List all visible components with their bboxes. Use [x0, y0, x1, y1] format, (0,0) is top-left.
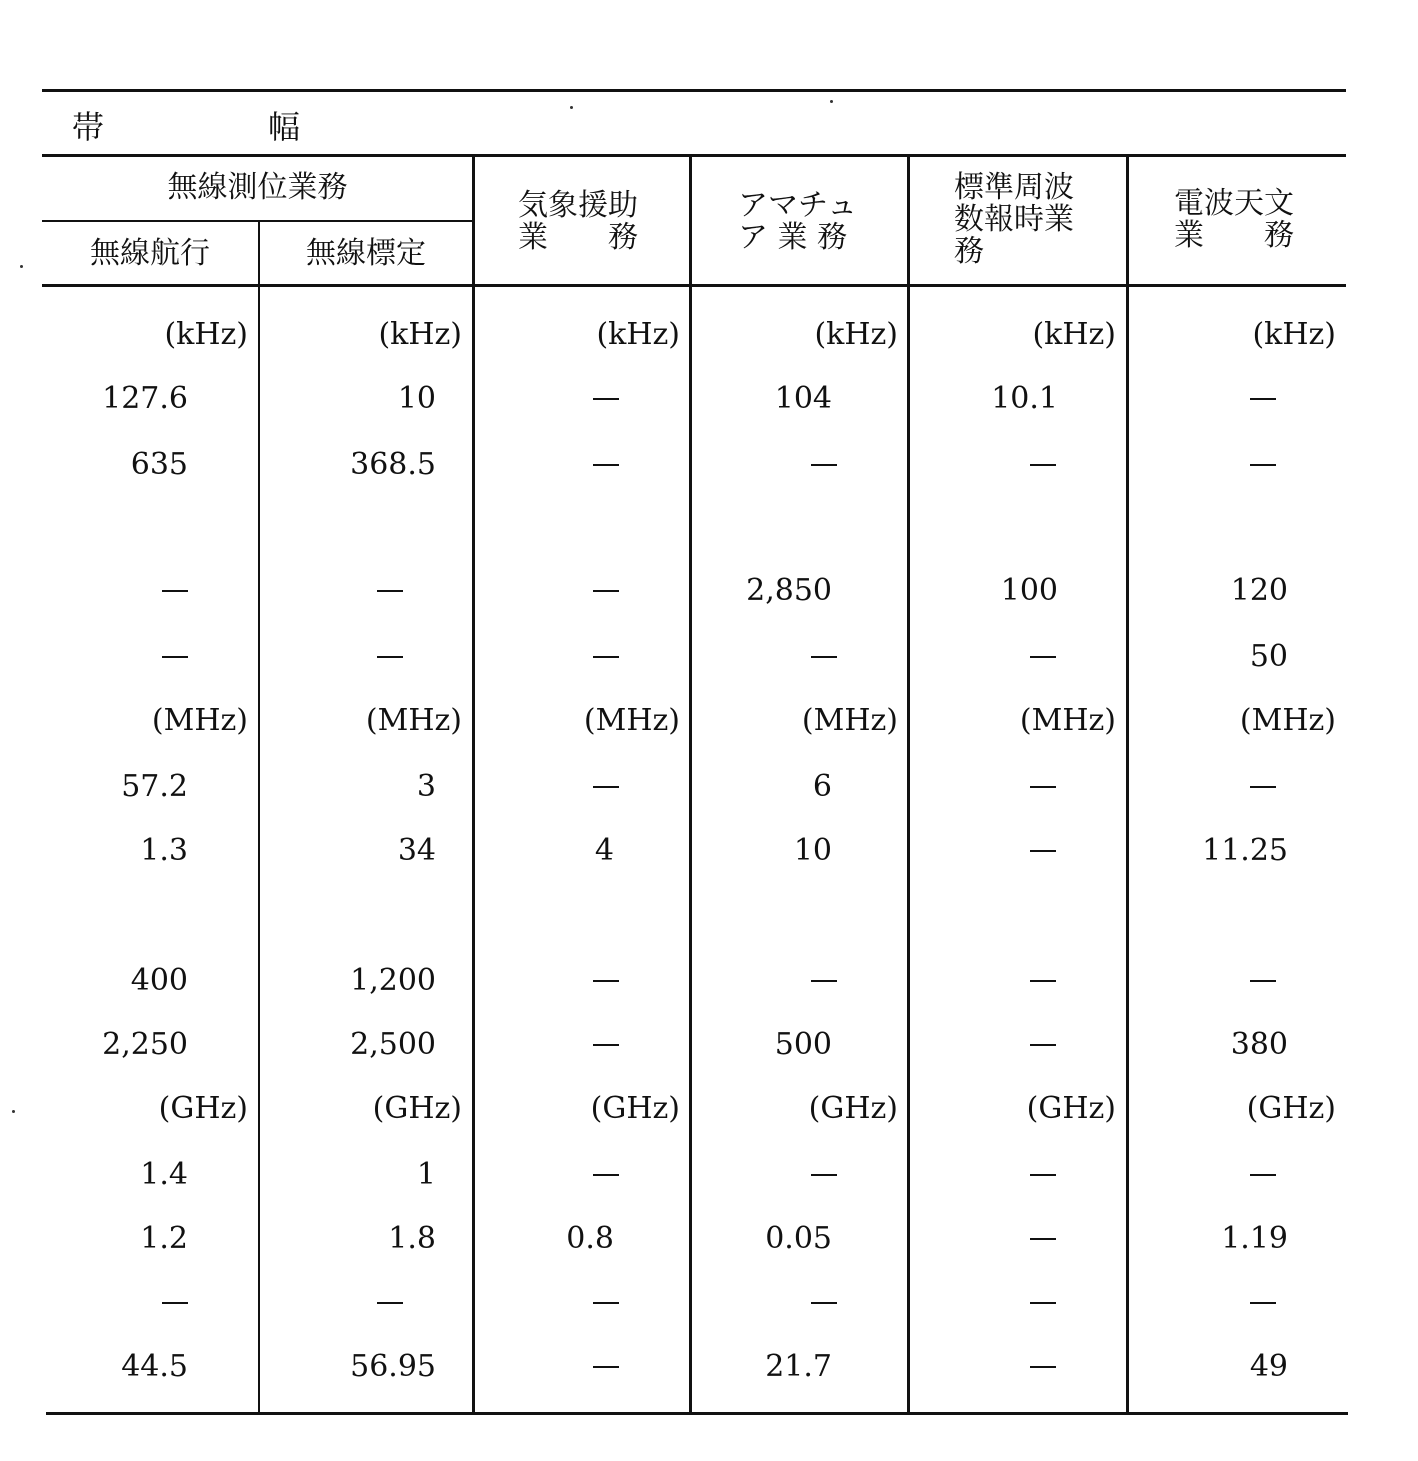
table-cell-dash [593, 980, 619, 982]
table-unit-label: (MHz) [1019, 703, 1116, 738]
table-cell-dash [1030, 1302, 1056, 1304]
table-cell-dash [162, 656, 188, 658]
table-cell-dash [1030, 786, 1056, 788]
table-cell: 4 [594, 833, 614, 868]
table-unit-label: (GHz) [808, 1091, 898, 1126]
top-rule [42, 89, 1346, 92]
table-cell: 0.8 [566, 1221, 614, 1256]
table-cell-dash [1030, 1174, 1056, 1176]
table-cell: 50 [1249, 639, 1288, 674]
table-cell-dash [811, 464, 837, 466]
table-cell: 1,200 [350, 963, 436, 998]
scan-speck [830, 100, 833, 103]
header-col-2: 無線標定 [306, 236, 426, 271]
header-col-3: 気象援助 業 務 [518, 188, 638, 255]
table-cell-dash [593, 656, 619, 658]
table-cell-dash [593, 1174, 619, 1176]
table-cell-dash [162, 590, 188, 592]
table-cell-dash [1250, 1174, 1276, 1176]
bottom-rule [46, 1412, 1348, 1415]
table-cell-dash [162, 1302, 188, 1304]
table-cell: 635 [130, 447, 188, 482]
table-cell: 34 [397, 833, 436, 868]
table-cell-dash [1030, 464, 1056, 466]
table-cell: 380 [1230, 1027, 1288, 1062]
table-cell-dash [593, 1366, 619, 1368]
header-bottom-rule [42, 284, 1346, 287]
header-col-4: アマチュ ア 業 務 [738, 188, 858, 255]
table-unit-label: (MHz) [365, 703, 462, 738]
table-cell-dash [377, 656, 403, 658]
table-cell: 500 [774, 1027, 832, 1062]
table-cell: 120 [1230, 573, 1288, 608]
table-unit-label: (kHz) [814, 317, 898, 352]
table-cell-dash [1250, 464, 1276, 466]
table-unit-label: (kHz) [164, 317, 248, 352]
table-unit-label: (GHz) [158, 1091, 248, 1126]
title-char-1: 帯 [72, 108, 105, 146]
table-cell: 100 [1000, 573, 1058, 608]
table-unit-label: (GHz) [1026, 1091, 1116, 1126]
table-cell: 6 [812, 769, 832, 804]
table-cell-dash [1030, 1238, 1056, 1240]
col-divider-4 [907, 154, 910, 1414]
table-cell-dash [811, 1174, 837, 1176]
table-cell: 127.6 [102, 381, 188, 416]
col-divider-1 [258, 220, 260, 1414]
table-unit-label: (kHz) [1252, 317, 1336, 352]
header-col-5: 標準周波 数報時業 務 [954, 170, 1074, 269]
table-cell: 10.1 [991, 381, 1058, 416]
table-unit-label: (kHz) [378, 317, 462, 352]
table-cell: 21.7 [765, 1349, 832, 1384]
table-cell-dash [593, 1044, 619, 1046]
table-cell: 56.95 [350, 1349, 436, 1384]
table-cell: 44.5 [121, 1349, 188, 1384]
table-cell: 10 [793, 833, 832, 868]
table-cell-dash [1250, 786, 1276, 788]
table-cell-dash [593, 1302, 619, 1304]
table-cell-dash [377, 1302, 403, 1304]
table-cell: 104 [774, 381, 832, 416]
col-divider-3 [689, 154, 692, 1414]
scan-speck [12, 1110, 15, 1113]
header-top-rule [42, 154, 1346, 157]
table-cell: 1.3 [140, 833, 188, 868]
table-title [72, 102, 301, 148]
table-cell: 1.4 [140, 1157, 188, 1192]
table-unit-label: (MHz) [1239, 703, 1336, 738]
table-cell-dash [1030, 1044, 1056, 1046]
table-unit-label: (kHz) [1032, 317, 1116, 352]
table-cell: 400 [130, 963, 188, 998]
table-cell: 2,500 [350, 1027, 436, 1062]
table-cell: 1.2 [140, 1221, 188, 1256]
table-cell-dash [811, 656, 837, 658]
table-cell: 1.8 [388, 1221, 436, 1256]
table-cell: 0.05 [765, 1221, 832, 1256]
table-cell-dash [1250, 980, 1276, 982]
table-cell-dash [1030, 850, 1056, 852]
col-divider-2 [472, 154, 475, 1414]
table-cell: 1 [416, 1157, 436, 1192]
table-cell-dash [593, 786, 619, 788]
table-cell-dash [1030, 1366, 1056, 1368]
table-cell-dash [593, 464, 619, 466]
table-cell: 10 [397, 381, 436, 416]
scan-speck [570, 106, 573, 109]
table-unit-label: (GHz) [372, 1091, 462, 1126]
table-cell-dash [593, 398, 619, 400]
header-group-label: 無線測位業務 [167, 170, 348, 205]
table-unit-label: (MHz) [151, 703, 248, 738]
scan-speck [20, 265, 23, 268]
table-cell: 11.25 [1202, 833, 1288, 868]
table-unit-label: (kHz) [596, 317, 680, 352]
header-col-6: 電波天文 業 務 [1174, 186, 1294, 253]
table-cell-dash [593, 590, 619, 592]
table-cell: 2,850 [746, 573, 832, 608]
table-cell: 3 [416, 769, 436, 804]
table-cell: 49 [1249, 1349, 1288, 1384]
table-cell-dash [377, 590, 403, 592]
table-unit-label: (MHz) [583, 703, 680, 738]
table-cell-dash [1250, 1302, 1276, 1304]
table-cell: 2,250 [102, 1027, 188, 1062]
table-cell-dash [1250, 398, 1276, 400]
col-divider-5 [1126, 154, 1129, 1414]
table-unit-label: (GHz) [590, 1091, 680, 1126]
table-unit-label: (GHz) [1246, 1091, 1336, 1126]
title-char-2: 幅 [268, 108, 301, 146]
table-cell: 57.2 [121, 769, 188, 804]
table-cell-dash [1030, 656, 1056, 658]
table-cell: 1.19 [1221, 1221, 1288, 1256]
table-cell-dash [1030, 980, 1056, 982]
table-cell-dash [811, 980, 837, 982]
header-col-1: 無線航行 [90, 236, 210, 271]
table-cell-dash [811, 1302, 837, 1304]
table-unit-label: (MHz) [801, 703, 898, 738]
table-cell: 368.5 [350, 447, 436, 482]
